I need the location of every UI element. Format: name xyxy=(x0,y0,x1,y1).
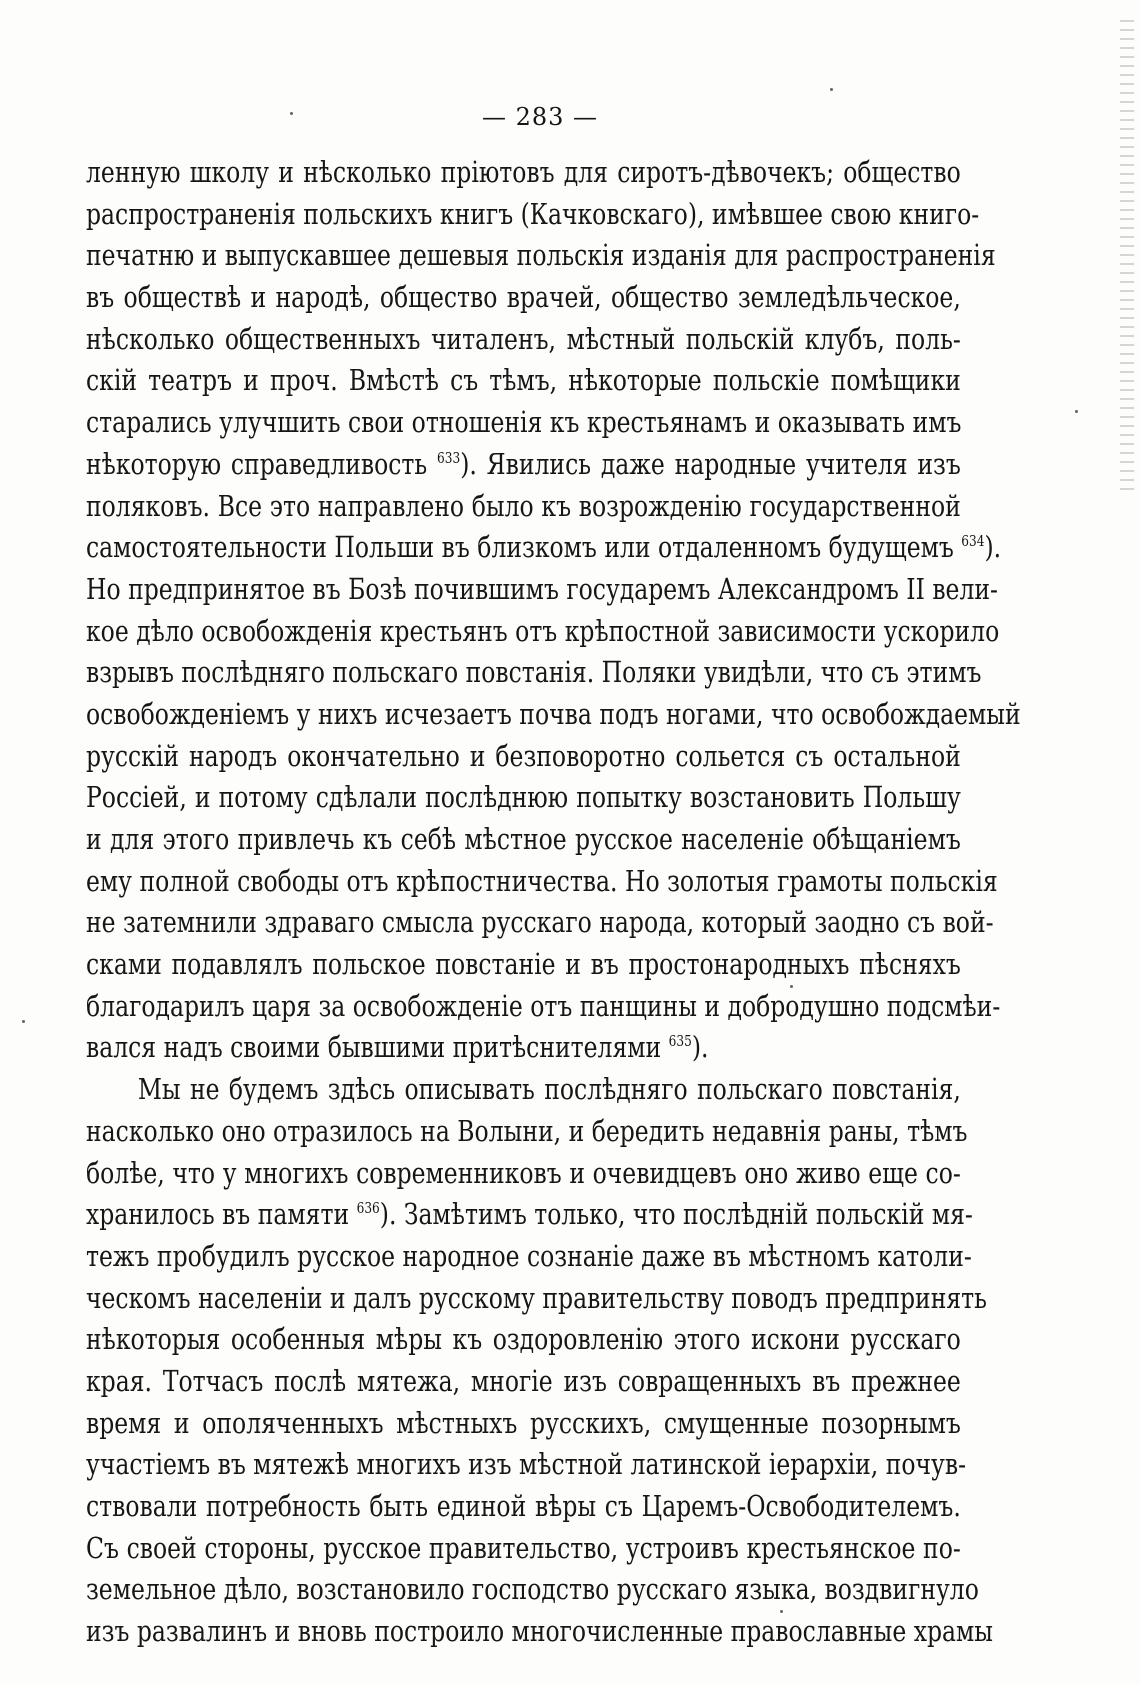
text-line: освобожденіемъ у нихъ исчезаетъ почва подъ ногами, что освобождаемый xyxy=(86,696,1021,731)
text-line: ствовали потребность быть единой вѣры съ Царемъ-Освободителемъ. xyxy=(86,1489,961,1523)
text-line: края. Тотчасъ послѣ мятежа, многіе изъ совращенныхъ въ прежнее xyxy=(86,1363,961,1398)
text-line: сками подавлялъ польское повстаніе и въ простонародныхъ пѣсняхъ xyxy=(86,947,961,982)
text-segment: нѣкоторую справедливость xyxy=(86,446,428,481)
text-line xyxy=(86,1027,961,1069)
text-line: русскій народъ окончательно и безповоротно сольется съ остальной xyxy=(86,738,961,773)
text-segment: ). xyxy=(691,1030,709,1065)
footnote-ref-636: 636 xyxy=(356,1199,380,1218)
text-segment: ). Явились даже народные учителя изъ xyxy=(460,446,961,481)
text-line: скій театръ и проч. Вмѣстѣ съ тѣмъ, нѣкоторые польскіе помѣщики xyxy=(86,363,961,398)
text-line: кое дѣло освобожденія крестьянъ отъ крѣпостной зависимости ускорило xyxy=(86,613,1000,648)
text-segment: ). xyxy=(984,530,1002,565)
text-line: и для этого привлечь къ себѣ мѣстное русское населеніе обѣщаніемъ xyxy=(86,822,961,856)
text-line: взрывъ послѣдняго польскаго повстанія. Поляки увидѣли, что съ этимъ xyxy=(86,655,982,690)
text-line: Съ своей стороны, русское правительство, устроивъ крестьянское по- xyxy=(86,1530,961,1565)
text-line xyxy=(86,527,1002,569)
text-line: поляковъ. Все это направлено было къ возрожденію государственной xyxy=(86,488,961,523)
text-line xyxy=(86,1194,973,1236)
scan-speck xyxy=(830,88,833,91)
text-line: печатню и выпускавшее дешевыя польскія изданія для распространенія xyxy=(86,238,996,273)
text-line: ческомъ населеніи и далъ русскому правительству поводъ предпринять xyxy=(86,1280,987,1315)
text-line: насколько оно отразилось на Волыни, и бередить недавнія раны, тѣмъ xyxy=(86,1113,968,1148)
text-line xyxy=(86,444,961,486)
text-line: Но предпринятое въ Бозѣ почившимъ государемъ Александромъ II вели- xyxy=(86,571,998,606)
footnote-ref-633: 633 xyxy=(437,448,461,467)
text-line: земельное дѣло, возстановило господство русскаго языка, воздвигнуло xyxy=(86,1572,979,1607)
scan-speck xyxy=(1075,410,1078,413)
page-number: — 283 — xyxy=(481,103,599,131)
text-line: не затемнили здраваго смысла русскаго народа, который заодно съ вой- xyxy=(86,905,994,940)
text-line: изъ развалинъ и вновь построило многочисленные православные храмы xyxy=(86,1614,993,1649)
text-segment: самостоятельности Польши въ близкомъ или отдаленномъ будущемъ xyxy=(86,530,954,565)
text-line: старались улучшить свои отношенія къ крестьянамъ и оказывать имъ xyxy=(86,405,962,440)
text-line: нѣкоторыя особенныя мѣры къ оздоровленію этого искони русскаго xyxy=(86,1322,961,1357)
paragraph-2 xyxy=(86,1069,993,1653)
text-segment: ). Замѣтимъ только, что послѣдній польскій мя- xyxy=(379,1197,973,1232)
footnote-ref-634: 634 xyxy=(961,532,985,551)
text-line: въ обществѣ и народѣ, общество врачей, общество земледѣльческое, xyxy=(86,280,961,315)
text-line: ленную школу и нѣсколько пріютовъ для сиротъ-дѣвочекъ; общество xyxy=(86,155,961,189)
text-line: Мы не будемъ здѣсь описывать послѣдняго польскаго повстанія, xyxy=(137,1072,961,1107)
text-segment: вался надъ своими бывшими притѣснителями xyxy=(86,1030,662,1065)
footnote-ref-635: 635 xyxy=(668,1032,692,1051)
text-line: Россіей, и потому сдѣлали послѣднюю попытку возстановить Польшу xyxy=(86,780,961,815)
text-line: распространенія польскихъ книгъ (Качковскаго), имѣвшее свою книго- xyxy=(86,196,980,231)
text-line: болѣе, что у многихъ современниковъ и очевидцевъ оно живо еще со- xyxy=(86,1155,961,1190)
text-line: благодарилъ царя за освобожденіе отъ панщины и добродушно подсмѣи- xyxy=(86,988,1001,1023)
scan-edge-mark xyxy=(1120,20,1134,490)
text-line: ему полной свободы отъ крѣпостничества. Но золотыя грамоты польскія xyxy=(86,863,998,898)
text-line: тежъ пробудилъ русское народное сознаніе даже въ мѣстномъ католи- xyxy=(86,1238,972,1273)
text-segment: хранилось въ памяти xyxy=(86,1197,350,1232)
text-line: участіемъ въ мятежѣ многихъ изъ мѣстной латинской іерархіи, почув- xyxy=(86,1447,967,1482)
text-line: нѣсколько общественныхъ читаленъ, мѣстный польскій клубъ, поль- xyxy=(86,321,961,356)
scan-speck xyxy=(22,1020,25,1023)
paragraph-1 xyxy=(86,152,1021,1069)
text-line: время и ополяченныхъ мѣстныхъ русскихъ, смущенные позорнымъ xyxy=(86,1405,961,1440)
body-text xyxy=(86,152,1021,1653)
